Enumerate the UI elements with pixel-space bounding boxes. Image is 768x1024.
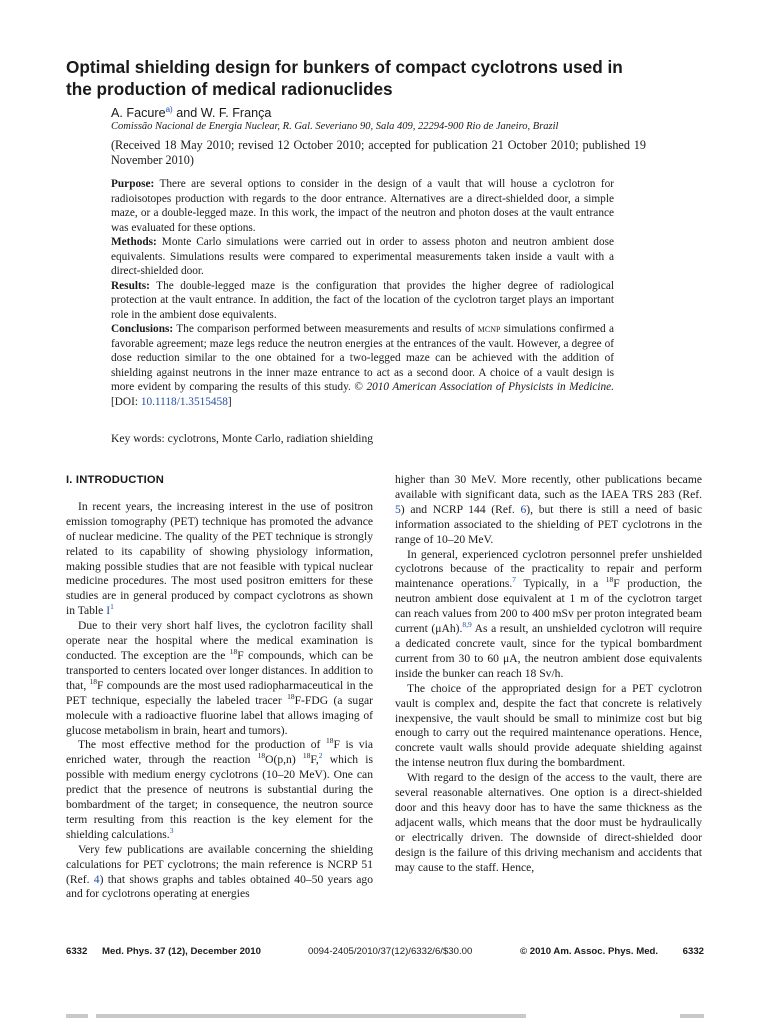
conclusions-text-a: The comparison performed between measurements and results of: [173, 323, 478, 335]
footer-copyright: © 2010 Am. Assoc. Phys. Med.: [520, 946, 659, 957]
intro-paragraph-4: [66, 843, 373, 903]
author-footnote-link[interactable]: a): [165, 105, 173, 114]
doi-prefix: [DOI:: [111, 395, 141, 408]
results-label: Results:: [111, 279, 150, 292]
section-heading-introduction: I. INTRODUCTION: [66, 474, 165, 486]
intro-paragraph-3: [66, 738, 373, 842]
citation-link[interactable]: 1: [110, 602, 114, 612]
abstract: [111, 177, 614, 409]
reference-link[interactable]: 5: [395, 502, 401, 516]
footer-journal: Med. Phys. 37 (12), December 2010: [102, 946, 261, 957]
doi-suffix: ]: [227, 395, 232, 408]
footer-article-code: 0094-2405/2010/37(12)/6332/6/$30.00: [308, 946, 473, 957]
keywords: Key words: cyclotrons, Monte Carlo, radiation shielding: [111, 432, 374, 445]
right-column: [395, 473, 702, 875]
text-span: F compounds are the most used radiopharmaceutical in the PET technique, especially the labeled tracer: [66, 678, 373, 707]
superscript: 18: [302, 751, 311, 761]
next-page-edge: [0, 1014, 768, 1024]
text-span: ) that shows graphs and tables obtained 40–50 years ago and for cyclotrons operating at energies: [66, 872, 373, 901]
intro-paragraph-6: The choice of the appropriated design for a PET cyclotron vault is complex and, despite the fact that concrete is relatively inexpensive, the vault should be small to minimize cost but big enough to carry out the required maintenance operations. Hence, concrete vault walls should provide adequate shielding against the intense neutron flux during the bombardment.: [395, 681, 702, 770]
text-span: O(p,n): [265, 753, 303, 767]
next-page-text-fragment: [680, 1014, 704, 1018]
superscript: 18: [287, 691, 295, 701]
superscript: 18: [89, 676, 98, 686]
text-span: The most effective method for the production of: [78, 738, 326, 752]
methods-label: Methods:: [111, 236, 157, 248]
purpose-label: Purpose:: [111, 178, 155, 190]
text-span: which is possible with medium energy cyclotrons (10–20 MeV). One can predict that the presence of neutrons is substantial during the bombardment of the target; in consequence, the neutron source term resulting from this reaction is the key element for the shielding calculations.: [66, 753, 373, 841]
reference-link[interactable]: 6: [520, 502, 527, 516]
text-span: In recent years, the increasing interest in the use of positron emission tomography (PET) technique has promoted the advance of nuclear medicine. The quality of the PET technique is strongly related to its capability of showing physiology information, making possible studies that are not feasible with typical nuclear medicine procedures. The most used positron emitters for these studies are in general produced by compact cyclotrons as shown in Table: [66, 499, 373, 618]
methods-text: Monte Carlo simulations were carried out in order to assess photon and neutron ambient dose equivalents. Simulations results were compared to experimental measurements taken inside a vault with a direct-shielded door.: [111, 236, 614, 277]
text-span: Due to their very short half lives, the cyclotron facility shall operate near the hospital where the medical examination is conducted. The exception are the: [66, 619, 373, 662]
purpose-text: There are several options to consider in the design of a vault that will house a cyclotron for radioisotopes production with regards to the door entrance. Alternatives are a direct-shielded door, a simple maze, or a double-legged maze. In this work, the impact of the neutron and photon doses at the vault entrance was evaluated for these options.: [111, 178, 614, 234]
text-span: In general, experienced cyclotron personnel prefer unshielded cyclotrons because of the practicality to repair and perform maintenance operations.: [395, 547, 702, 591]
next-page-text-fragment: [66, 1014, 88, 1018]
intro-paragraph-2: [66, 619, 373, 738]
citation-link[interactable]: 7: [512, 575, 517, 585]
citation-link[interactable]: 8,9: [462, 620, 472, 630]
doi-link[interactable]: 10.1118/1.3515458: [140, 395, 228, 408]
text-span: F compounds, which can be transported to centers located over longer distances. In addition to that,: [66, 648, 373, 692]
author-name-facure: A. Facure: [111, 106, 166, 121]
footer-page-number: 6332: [66, 946, 88, 957]
text-span: F is via enriched water, through the reaction: [66, 738, 373, 767]
table-ref-link[interactable]: I: [106, 604, 111, 618]
text-span: F production, the neutron ambient dose equivalent at 1 m of the cyclotron target can reach values from 200 to 400 mSv per proton integrated beam current (μAh).: [395, 577, 703, 636]
abstract-purpose: [111, 177, 614, 235]
superscript: 18: [605, 575, 614, 585]
affiliation: Comissão Nacional de Energia Nuclear, R. Gal. Severiano 90, Sala 409, 22294-900 Rio de Janeiro, Brazil: [111, 121, 559, 132]
next-page-text-fragment: [96, 1014, 526, 1018]
conclusions-label: Conclusions:: [111, 323, 174, 335]
intro-paragraph-1: [66, 500, 373, 619]
mcnp-code-name: mcnp: [477, 323, 501, 335]
text-span: F-FDG (a sugar molecule with a radioactive fluorine label that allows imaging of glucose metabolism in brain, heart and tumors).: [66, 693, 373, 737]
text-span: Very few publications are available concerning the shielding calculations for PET cyclotrons; the main reference is NCRP 51 (Ref.: [66, 842, 373, 886]
received-dates: (Received 18 May 2010; revised 12 October 2010; accepted for publication 21 October 2010; published 19 November 2010): [111, 138, 646, 167]
text-span: Typically, in a: [516, 577, 606, 591]
citation-link[interactable]: 2: [318, 751, 323, 761]
footer-page-number-right: 6332: [682, 946, 704, 957]
article-title: Optimal shielding design for bunkers of compact cyclotrons used in the production of medical radionuclides: [66, 57, 623, 99]
page-footer: [66, 946, 704, 962]
results-text: The double-legged maze is the configuration that provides the higher degree of radiological protection at the vault entrance. In addition, the fact of the location of the cyclotron target plays an important role in the ambient dose equivalents.: [111, 279, 614, 321]
author-list: [111, 105, 271, 120]
author-name-franca: and W. F. França: [172, 106, 272, 121]
intro-paragraph-5: [395, 548, 702, 682]
text-span: As a result, an unshielded cyclotron will require a dedicated concrete vault, since for the typical bombardment current from 30 to 60 μA, the neutron ambient dose equivalents inside the bunker can reach 18 Sv/h.: [395, 622, 702, 680]
left-column: [66, 473, 373, 902]
reference-link[interactable]: 4: [93, 872, 100, 886]
text-span: ) and NCRP 144 (Ref.: [400, 502, 521, 516]
abstract-methods: [111, 235, 614, 279]
superscript: 18: [257, 751, 266, 761]
text-span: ), but there is still a need of basic information associated to the shielding of PET cyclotrons in the range of 10–20 MeV.: [395, 502, 702, 546]
text-span: higher than 30 MeV. More recently, other publications became available with significant data, such as the IAEA TRS 283 (Ref.: [395, 473, 702, 501]
intro-paragraph-4-continued: [395, 473, 702, 548]
text-span: F,: [310, 753, 319, 767]
intro-paragraph-7: With regard to the design of the access to the vault, there are several reasonable alternatives. One option is a direct-shielded door and this heavy door has to have the same thickness as the adjacent walls, which means that the door must be hydraulically or electrically driven. The downside of direct-shielded door design is the failure of this driving mechanism and accidents that may cause to the staff. Hence,: [395, 771, 702, 874]
conclusions-text-b: simulations confirmed a favorable agreement; maze legs reduce the neutron energies at the entrances of the vault. However, a degree of dose reduction similar to the one obtained for a two-legged maze can be achieved with the addition of shielding against neutrons in the inner maze entrance to act as a second door. A choice of a vault design is more evident by comparing the results of this study. ©: [111, 323, 614, 393]
abstract-conclusions: [111, 322, 614, 409]
abstract-results: [111, 279, 614, 323]
superscript: 18: [325, 736, 334, 746]
citation-link[interactable]: 3: [169, 825, 174, 835]
superscript: 18: [229, 647, 238, 657]
abstract-copyright: 2010 American Association of Physicists in Medicine.: [366, 381, 614, 393]
